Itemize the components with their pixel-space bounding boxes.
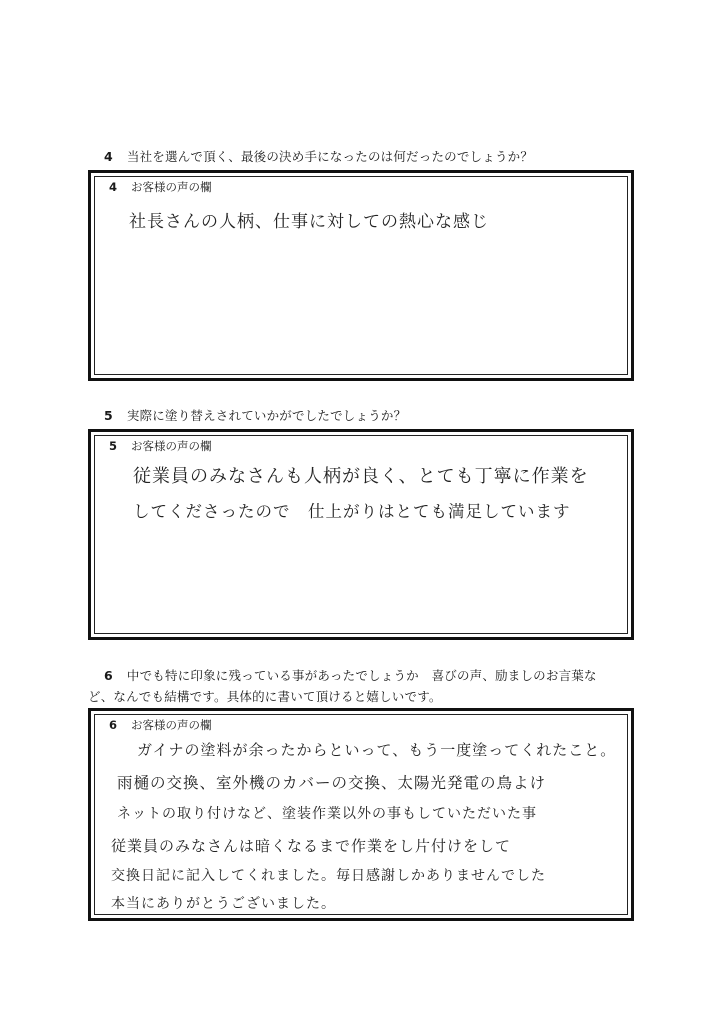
- box-number: 4: [109, 180, 118, 194]
- handwritten-answer-line: ネットの取り付けなど、塗装作業以外の事もしていただいた事: [117, 806, 537, 822]
- answer-box-4: [88, 170, 634, 381]
- handwritten-answer-line: 交換日記に記入してくれました。毎日感謝しかありませんでした: [111, 868, 546, 884]
- question-number: 4: [104, 149, 113, 164]
- box-label-text: お客様の声の欄: [131, 718, 212, 732]
- box-label: [109, 438, 212, 454]
- question-6-continued: [88, 685, 648, 708]
- handwritten-answer-line: 本当にありがとうございました。: [111, 896, 336, 912]
- box-label: [109, 717, 212, 733]
- box-label: [109, 179, 212, 195]
- question-text: 実際に塗り替えされていかがでしたでしょうか？: [126, 408, 407, 423]
- box-number: 6: [109, 718, 118, 732]
- question-number: 6: [104, 668, 113, 683]
- box-label-text: お客様の声の欄: [131, 180, 212, 194]
- handwritten-answer-line: してくださったので 仕上がりはとても満足しています: [133, 502, 571, 521]
- answer-box-5: [88, 429, 634, 640]
- answer-box-6: [88, 708, 634, 921]
- question-number: 5: [104, 408, 113, 423]
- handwritten-answer-line: 社長さんの人柄、仕事に対しての熱心な感じ: [129, 212, 489, 232]
- handwritten-answer-line: 雨樋の交換、室外機のカバーの交換、太陽光発電の鳥よけ: [117, 774, 547, 792]
- question-5: [88, 404, 648, 427]
- question-text-line-2: ど、なんでも結構です。具体的に書いて頂けると嬉しいです。: [88, 689, 442, 704]
- question-4: [88, 145, 648, 168]
- box-label-text: お客様の声の欄: [131, 439, 212, 453]
- handwritten-answer-line: 従業員のみなさんも人柄が良く、とても丁寧に作業を: [133, 466, 589, 487]
- question-text-line-1: 中でも特に印象に残っている事があったでしょうか 喜びの声、励ましのお言葉な: [126, 668, 597, 683]
- handwritten-answer-line: 従業員のみなさんは暗くなるまで作業をし片付けをして: [111, 837, 512, 855]
- question-6: [88, 664, 648, 687]
- box-number: 5: [109, 439, 118, 453]
- handwritten-answer-line: ガイナの塗料が余ったからといって、もう一度塗ってくれたこと。: [137, 741, 617, 759]
- question-text: 当社を選んで頂く、最後の決め手になったのは何だったのでしょうか？: [126, 149, 534, 164]
